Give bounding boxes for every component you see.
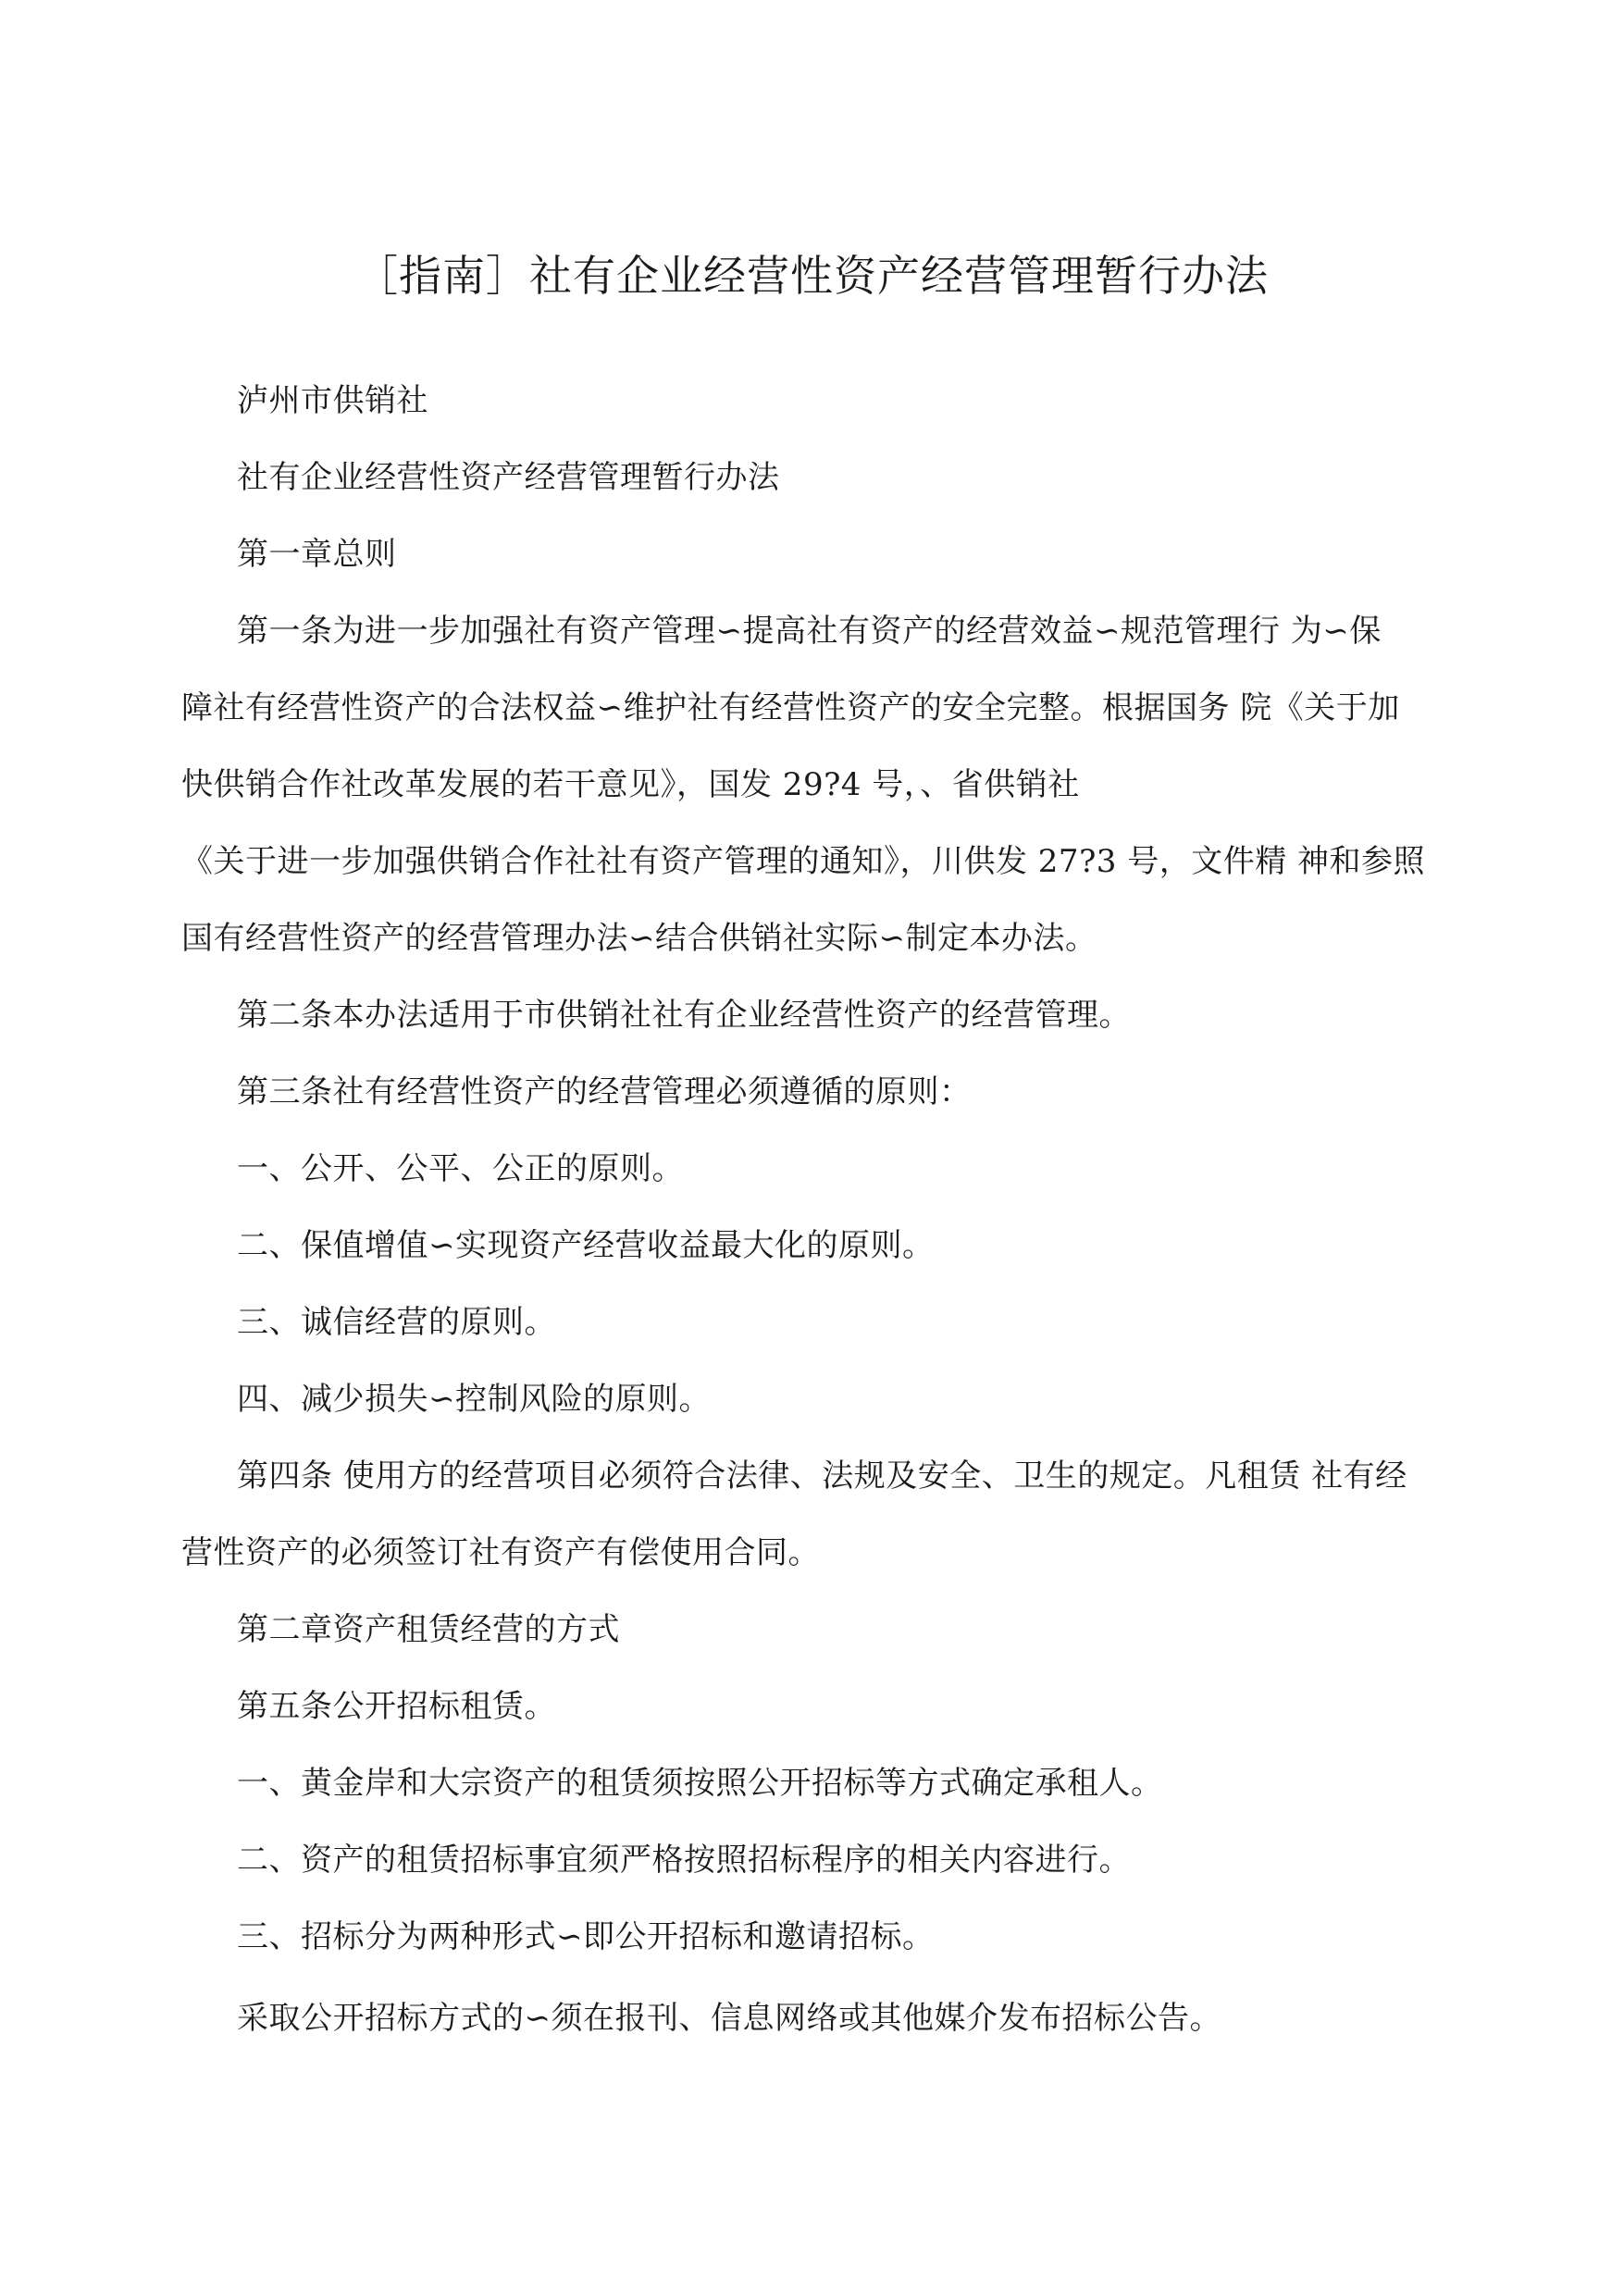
article-line: 第五条公开招标租赁。: [237, 1688, 556, 1725]
paragraph-line: 障社有经营性资产的合法权益∽维护社有经营性资产的安全完整。根据国务 院《关于加: [181, 689, 1400, 726]
document-title: ［指南］社有企业经营性资产经营管理暂行办法: [355, 251, 1269, 301]
list-item: 三、诚信经营的原则。: [237, 1304, 556, 1341]
paragraph-line: 采取公开招标方式的∽须在报刊、信息网络或其他媒介发布招标公告。: [237, 2000, 1221, 2037]
paragraph-line: 快供销合作社改革发展的若干意见》，国发 29?4 号，、省供销社: [181, 766, 1080, 803]
list-item: 一、公开、公平、公正的原则。: [237, 1150, 684, 1187]
issuer-line: 泸州市供销社: [237, 382, 428, 419]
article-line: 第二条本办法适用于市供销社社有企业经营性资产的经营管理。: [237, 997, 1131, 1034]
list-item: 二、保值增值∽实现资产经营收益最大化的原则。: [237, 1227, 935, 1264]
list-item: 三、招标分为两种形式∽即公开招标和邀请招标。: [237, 1918, 935, 1955]
paragraph-line: 《关于进一步加强供销合作社社有资产管理的通知》，川供发 27?3 号，文件精 神和参照: [181, 843, 1426, 880]
article-line: 第四条 使用方的经营项目必须符合法律、法规及安全、卫生的规定。凡租赁 社有经: [237, 1458, 1407, 1495]
subtitle-line: 社有企业经营性资产经营管理暂行办法: [237, 459, 780, 496]
chapter-heading: 第一章总则: [237, 536, 397, 573]
chapter-heading: 第二章资产租赁经营的方式: [237, 1611, 620, 1648]
list-item: 四、减少损失∽控制风险的原则。: [237, 1381, 711, 1418]
article-line: 营性资产的必须签订社有资产有偿使用合同。: [181, 1534, 820, 1571]
paragraph-line: 国有经营性资产的经营管理办法∽结合供销社实际∽制定本办法。: [181, 920, 1097, 957]
paragraph-line: 第一条为进一步加强社有资产管理∽提高社有资产的经营效益∽规范管理行 为∽保: [237, 613, 1382, 650]
list-item: 一、黄金岸和大宗资产的租赁须按照公开招标等方式确定承租人。: [237, 1765, 1163, 1802]
article-line: 第三条社有经营性资产的经营管理必须遵循的原则：: [237, 1073, 972, 1110]
list-item: 二、资产的租赁招标事宜须严格按照招标程序的相关内容进行。: [237, 1842, 1131, 1879]
